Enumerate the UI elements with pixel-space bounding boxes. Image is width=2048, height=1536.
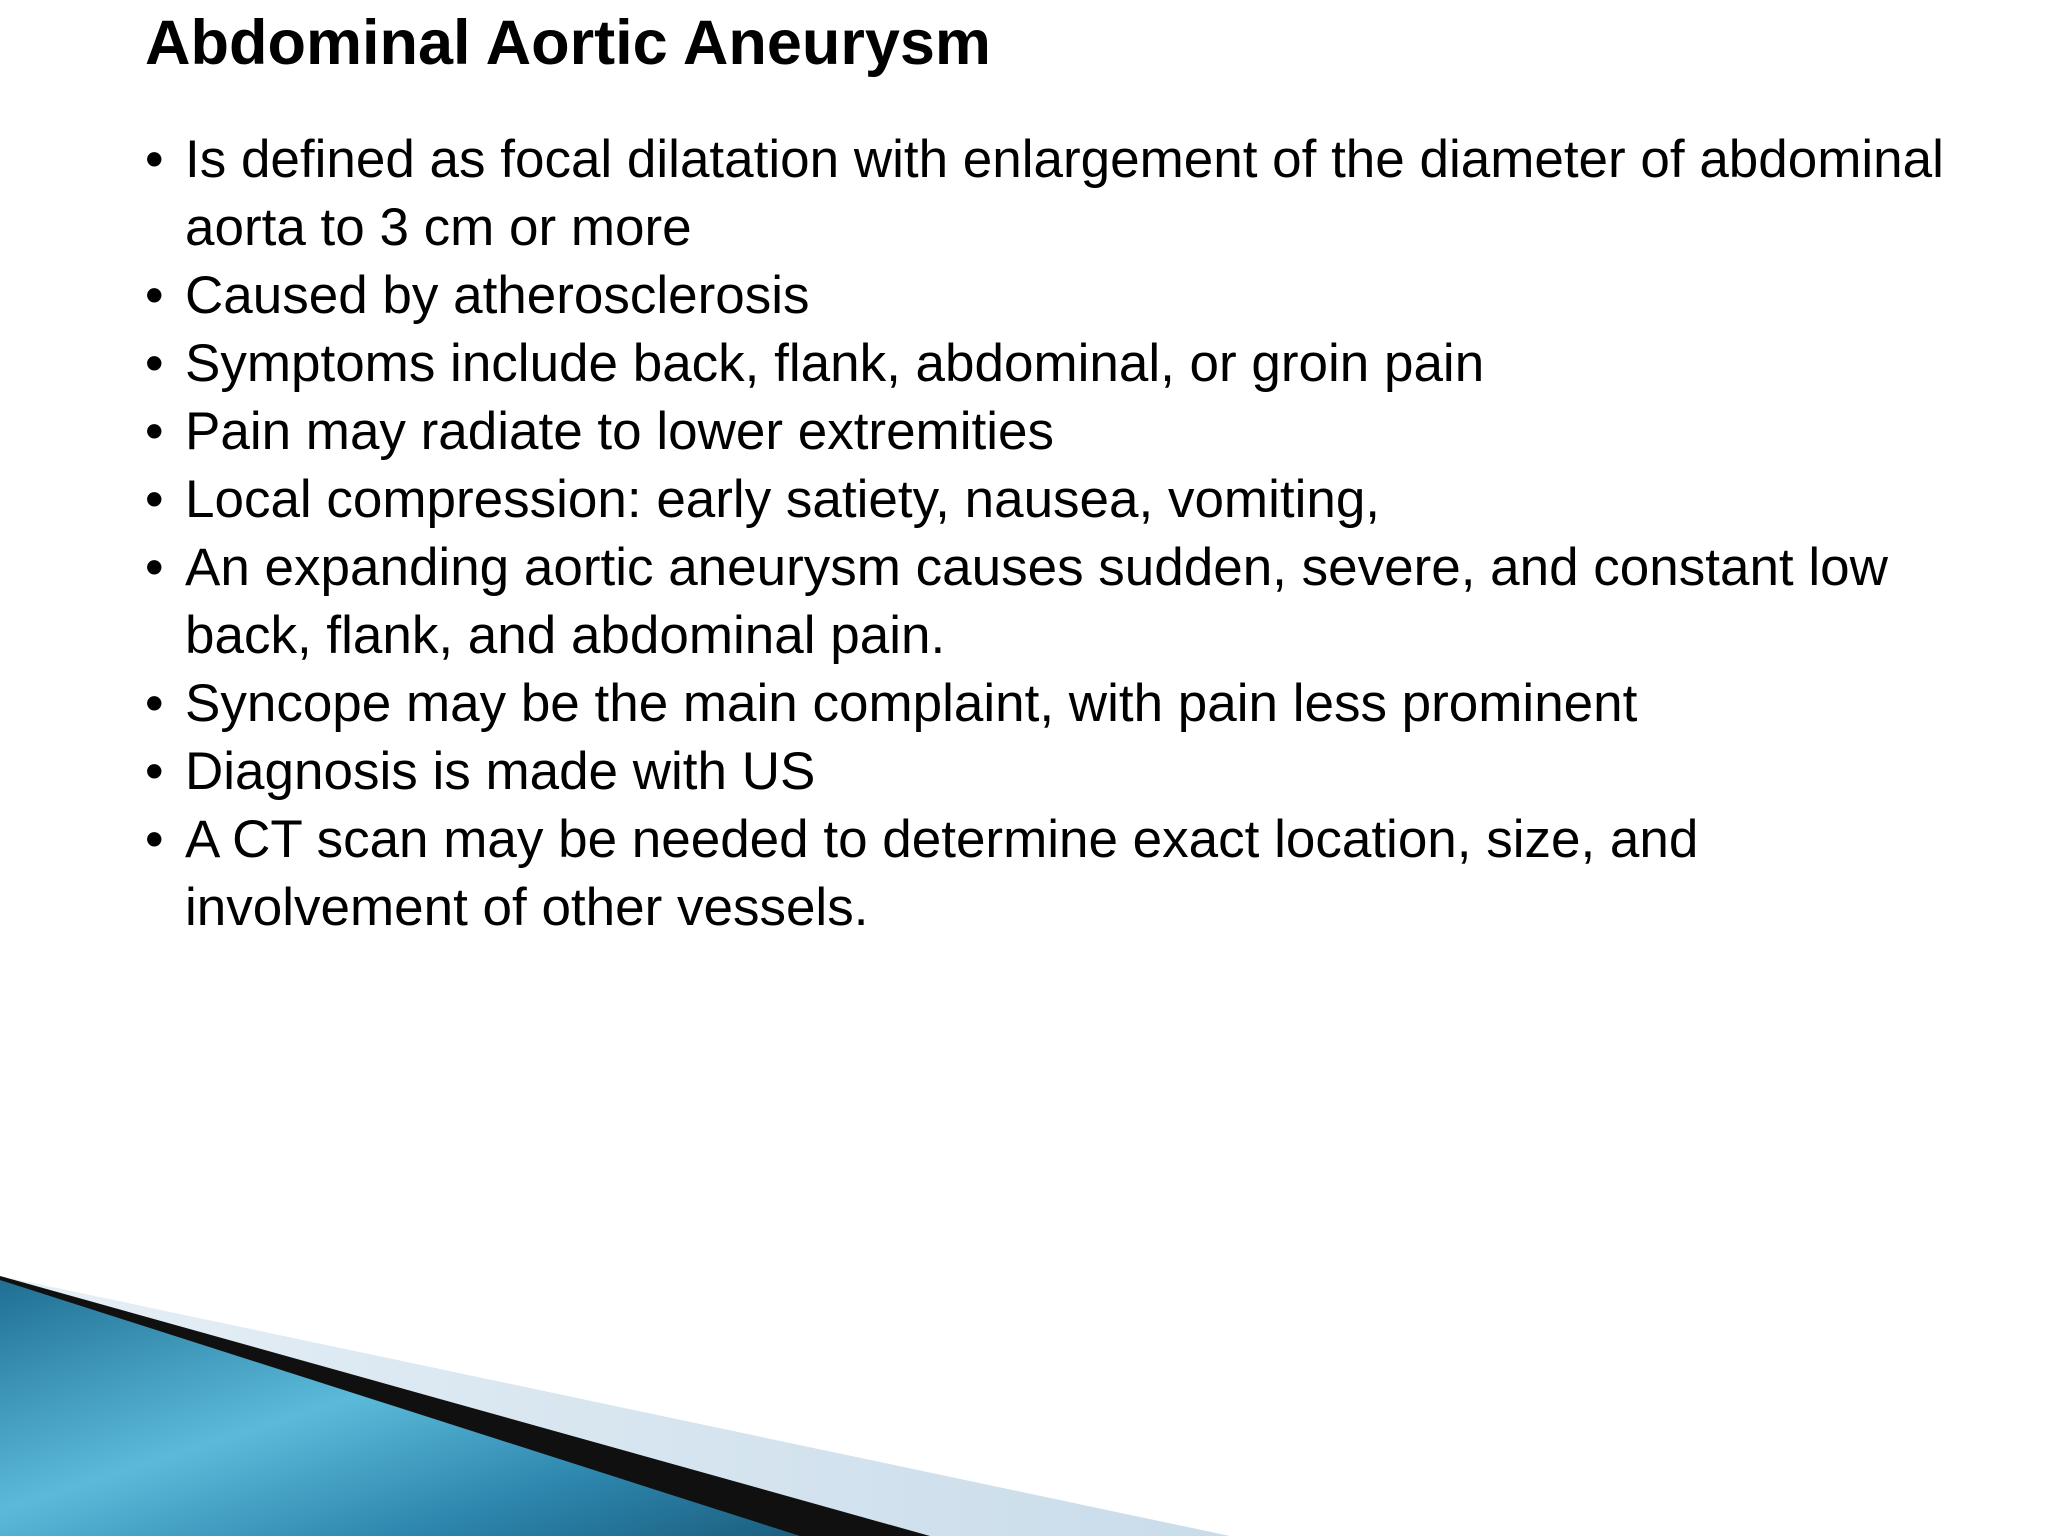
bullet-item — [145, 466, 1985, 534]
bullet-dot: • — [145, 470, 164, 529]
bullet-dot: • — [145, 810, 164, 869]
bullet-text: Diagnosis is made with US — [185, 742, 816, 801]
bullet-text: Is defined as focal dilatation with enlargement of the diameter of abdominal aorta to 3 cm or more — [185, 130, 1944, 257]
bullet-item — [145, 534, 1985, 670]
bullet-item — [145, 398, 1985, 466]
bullet-text: Caused by atherosclerosis — [185, 266, 810, 325]
bullet-item — [145, 330, 1985, 398]
bullet-text: Local compression: early satiety, nausea, vomiting, — [185, 470, 1381, 529]
slide-title: Abdominal Aortic Aneurysm — [145, 8, 991, 78]
bullet-text: Symptoms include back, flank, abdominal, or groin pain — [185, 334, 1485, 393]
bullet-list — [145, 126, 1985, 942]
bullet-item — [145, 126, 1985, 262]
bullet-dot: • — [145, 538, 164, 597]
bullet-dot: • — [145, 334, 164, 393]
bullet-text: An expanding aortic aneurysm causes sudden, severe, and constant low back, flank, and abdominal pain. — [185, 538, 1888, 665]
bullet-dot: • — [145, 742, 164, 801]
bullet-dot: • — [145, 674, 164, 733]
bullet-item — [145, 806, 1985, 942]
corner-swoosh-decoration — [0, 1276, 2048, 1536]
bullet-dot: • — [145, 130, 164, 189]
bullet-text: Pain may radiate to lower extremities — [185, 402, 1054, 461]
bullet-item — [145, 670, 1985, 738]
bullet-dot: • — [145, 266, 164, 325]
bullet-item — [145, 262, 1985, 330]
bullet-dot: • — [145, 402, 164, 461]
bullet-item — [145, 738, 1985, 806]
bullet-text: Syncope may be the main complaint, with pain less prominent — [185, 674, 1638, 733]
bullet-text: A CT scan may be needed to determine exact location, size, and involvement of other vessels. — [185, 810, 1699, 937]
